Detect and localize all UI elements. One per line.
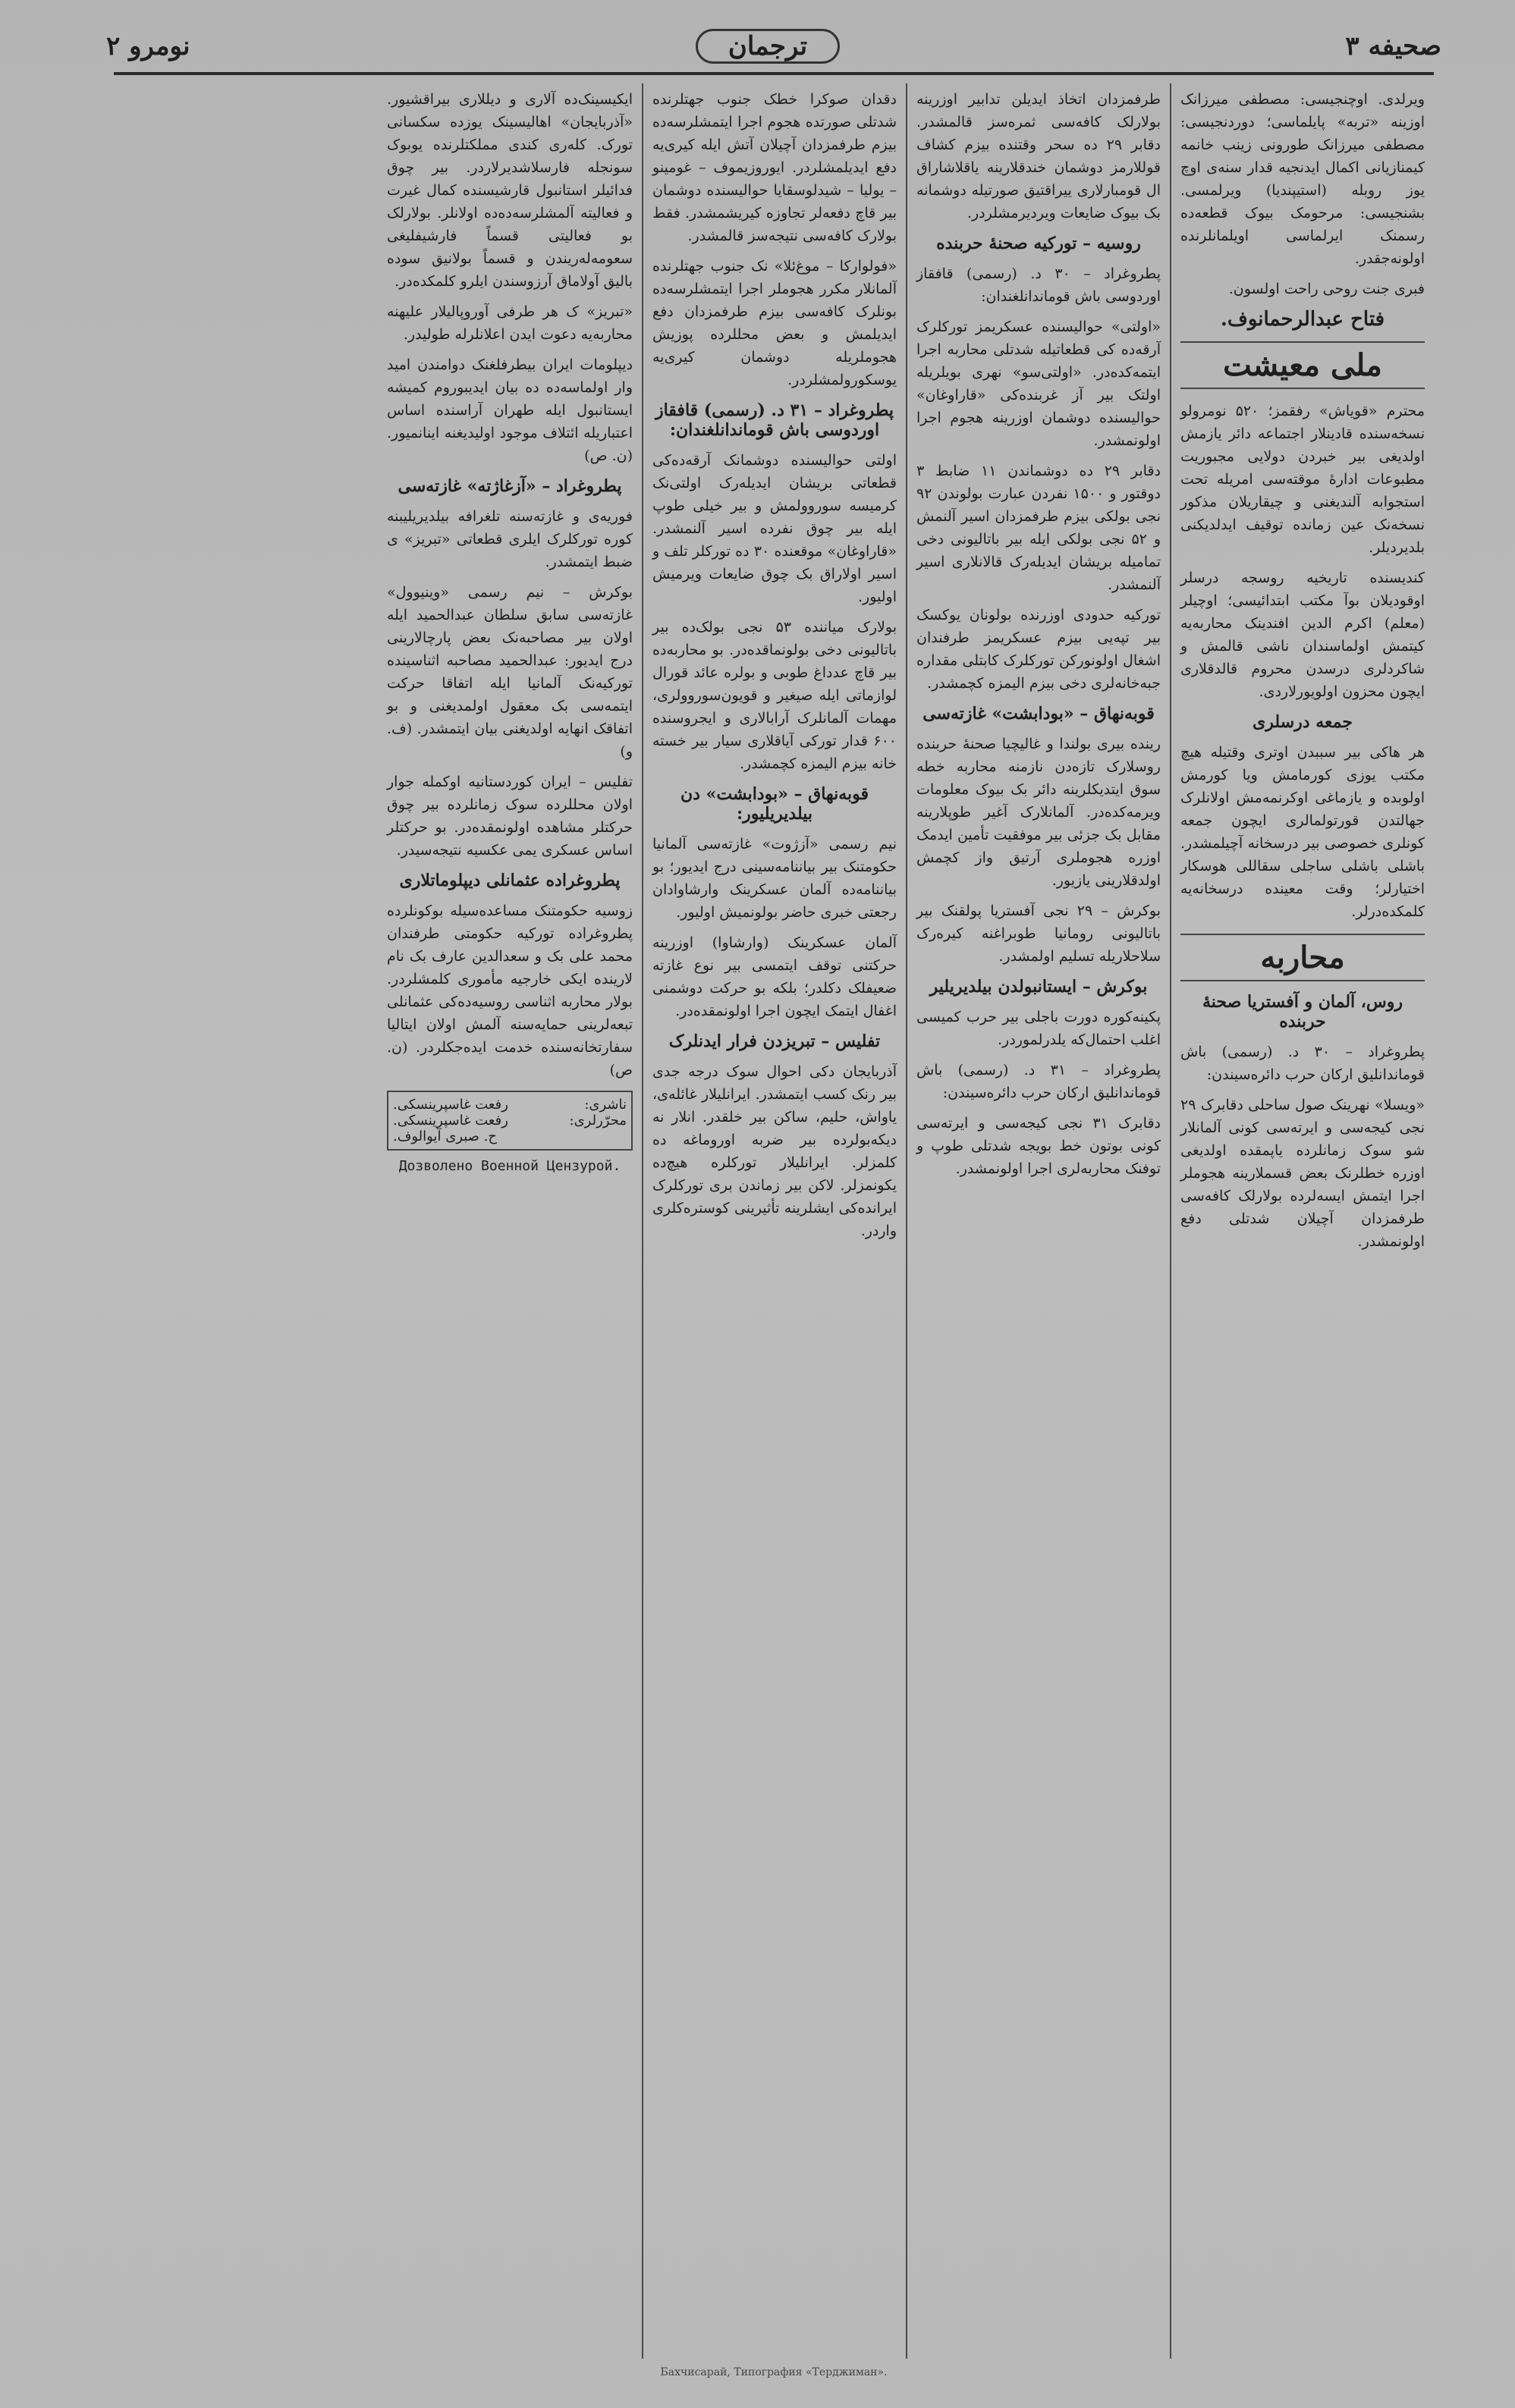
paragraph: دقدان صوکرا خطک جنوب جهتلرنده شدتلی صورتده هجوم اجرا ایتمشلرسه‌ده بیزم طرفمزدان آچیلان آتش ایله کیری‌یه دفع ایدیلمشلردر. ایوروزیموف – غومینو – یولیا – شیدلوسقایا حوالیسنده دوشمان بیر قاچ دفعه‌لر تجاوزه کیریشمشدر. فقط بولارک کافه‌سی نتیجه‌سز قالمشدر. xyxy=(652,91,897,244)
paragraph: تورکیه حدودی اوزرنده بولونان یوکسک بیر تپه‌یی بیزم عسکریمز طرفندان اشغال اولونورکن تورکلرک کابتلی مقداره جبه‌خانه‌لری دخی بیزم الیمزه کچمشدر. xyxy=(916,607,1161,692)
columns xyxy=(114,83,1434,2359)
paragraph: فبری جنت روحی راحت اولسون. xyxy=(1228,281,1425,297)
paragraph: آذربایجان دکی احوال سوک درجه جدی بیر رنک کسب ایتمشدر. ایرانلیلار غائله‌ی، یاواش، حلیم، ساکن بیر خلقدر. انلار نه دیکه‌بولرده بیر ضربه اوروماغه ده کلمزلر. ایرانلیلار تورکلره هیچ‌ده یکونمزلر. لاکن بیر زماندن بری تورکلرک ایرانده‌کی ایشلرینه تأثیرینی کوستره‌کلری واردر. xyxy=(652,1063,897,1239)
editor-name: ح. صبری آیوالوف. xyxy=(393,1129,497,1144)
paragraph: دقابرک ۳۱ نجی کیجه‌سی و ایرته‌سی کونی بوتون خط بویجه شدتلی طوپ و توفنک محاربه‌لری اجرا اولونمشدر. xyxy=(916,1115,1161,1177)
sub-title: تفلیس – تبریزدن فرار ایدنلرک xyxy=(668,1031,881,1051)
paragraph: «ویسلا» نهرینک صول ساحلی دقابرک ۲۹ نجی کیجه‌سی و ایرته‌سی کونی آلمانلار شو سوک زمانلرده یاپمقده اولدیغی اوزره خطلرنک بعض قسملارینه هجوملر اجرا ایتمش ایسه‌لرده بولارلک کافه‌سی طرفمزدان آچیلان شدتلی دفع اولونمشدر. xyxy=(1180,1097,1425,1250)
paragraph: بوکرش – ۲۹ نجی آفستریا پولقنک بیر باتالیونی رومانیا طوبراغنه کیره‌رک سلاحلاریله تسلیم اولمشدر. xyxy=(916,903,1161,965)
paragraph: «اولتی» حوالیسنده عسکریمز تورکلرک آرقه‌ده کی قطعاتیله شدتلی محاربه اجرا ایتمه‌کده‌در. «اولتی‌سو» نهری بویلریله اولتک بیر آز غربنده‌کی «قاراوغان» حوالیسنده دوشمان اوزرینه هجوم اجرا اولونمشدر. xyxy=(916,319,1161,449)
sub-title: بوکرش – ایستانبولدن بیلدیریلیر xyxy=(929,977,1148,997)
column-4 xyxy=(378,83,642,2359)
publisher-label: ناشری: xyxy=(584,1097,627,1113)
paragraph: پکینه‌کوره دورت باجلی بیر حرب کمیسی اغلب احتمال‌که یلدرلموردر. xyxy=(916,1009,1161,1048)
publisher-row xyxy=(393,1097,627,1113)
paragraph: دقابر ۲۹ ده دوشماندن ۱۱ ضابط ۳ دوقتور و ۱۵۰۰ نفردن عبارت بولوندن ۹۲ نجی بولکی بیزم طرفمزدان اسیر آلنمش و ۵۲ نجی بولکی ایله بیر باتالیونی دخی تمامیله بریشان ایدیله‌رک قالانلاری اسیر آلنمشدر. xyxy=(916,463,1161,593)
paragraph: «تبریز» ک هر طرفی آوروپالیلار علیهنه محاربه‌یه دعوت ایدن اعلانلرله طولیدر. xyxy=(387,303,633,343)
paragraph: دیپلومات ایران بیطرفلغنک دوامندن امید وار اولماسه‌ده ده بیان ایدیبوروم کمیشه ایستانبول ایله طهران آراسنده اساس اعتباریله ائتلاف موجود اولیدیغنه اینانمیور. (ن. ص) xyxy=(387,356,633,464)
printer-note: Бахчисарай, Типография «Терджиман». xyxy=(660,2366,888,2378)
newspaper-title: ترجمان xyxy=(696,29,840,64)
header-rule xyxy=(114,72,1434,75)
paragraph: پطروغراد – ۳۰ د. (رسمی) باش قوماندانلیق ارکان حرب دائره‌سیندن: xyxy=(1180,1044,1425,1083)
paragraph: نیم رسمی «آزژوت» غازته‌سی آلمانیا حکومتنک بیر بیاننامه‌سینی درج ایدیور؛ بو بیاننامه‌ده آلمان عسکرینک وارشاوادان رجعتی خبری حاضر بولونمیش اولیور. xyxy=(652,836,897,921)
paragraph: زوسیه حکومتنک مساعده‌سیله بوکونلرده پطروغراده تورکیه حکومتی طرفندان محمد علی بک و سعدالدین عارف بک نام لارینده ایکی خارجیه مأموری کلمشلردر. بولار محاربه اثناسی روسیه‌ده‌کی عثمانلی تبعه‌لرینی حمایه‌سنه آلمش اولان ایتالیا سفارتخانه‌سنده خدمت ایده‌جکلردر. (ن. ص) xyxy=(387,903,633,1078)
column-1 xyxy=(1170,83,1434,2359)
sub-title: پطروغراد – ۳۱ د. (رسمی) قافقاز اوردوسی باش قوماندانلغندان: xyxy=(655,400,894,440)
paragraph: پطروغراد – ۳۰ د. (رسمی) قافقاز اوردوسی باش قوماندانلغندان: xyxy=(916,265,1161,305)
section-title: محاربه xyxy=(1180,934,1425,981)
page-label: صحیفه ۳ xyxy=(1345,31,1441,61)
sub-title: جمعه درسلری xyxy=(1253,712,1353,732)
paragraph: پطروغراد – ۳۱ د. (رسمی) باش قوماندانلیق ارکان حرب دائره‌سیندن: xyxy=(916,1062,1161,1101)
paragraph: محترم «قویاش» رفقمز؛ ۵۲۰ نومرولو نسخه‌سنده قادینلار اجتماعه دائر یازمش اولدیغی بیر خبردن دولایی مجبوریت مطبوعات ادارهٔ موقته‌سی امریله تحت استجوابه آلندیغنی و چیقاریلان مذکور نسخه‌نک عین زمانده توقیف ایدلدیکنی بلدیردیلر. xyxy=(1180,403,1425,556)
paragraph: کندیسنده تاریخیه روسجه درسلر اوقودیلان بوآ مکتب ابتدائیسی؛ اوچیلر (معلم) اکرم الدین افندینک محاربه‌یه کیتمش اولماسندان ناشی قالمش و شاکردلری درسدن محروم قالدقلاری ایچون محزون اولویورلاردی. xyxy=(1180,570,1425,700)
paragraph: ایکیسینک‌ده آلاری و دیللاری بیراقشیور. «آذربایجان» اهالیسینک یوزده سکسانی تورک. کله‌ری کندی مملکتلرنده یوبوک سونجله فارسلاشدیرلاردر. بیر چوق فدائیلر استانبول قارشیسنده کمال غیرت و فعالیته آلمشلرسه‌ده‌ده اولانلر. بولارلک بو فعالیتی قسماً فارشیفلیغی سعومه‌له‌ریندن و قسماً بولانیق سوده بالیق آولاماق آرزوسندن ایلرو کلمکده‌در. xyxy=(387,91,633,290)
paragraph: «فولوارکا – موغ‌ئلا» نک جنوب جهتلرنده آلمانلار مکرر هجوملر اجرا ایتمشلرسه‌ده بونلرک کافه‌سی بیزم طرفمزدان دفع ایدیلمش و بعض محللرده پوزیش هجوملریله دوشمان کیری‌یه یوسکورولمشلردر. xyxy=(652,258,897,388)
paragraph: تفلیس – ایران کوردستانیه اوکمله جوار اولان محللرده سوک زمانلرده بیر چوق حرکتلر مشاهده اولونمقده‌در. بو حرکتلر اساس عسکری یمی عکسیه نتیجه‌سیدر. xyxy=(387,774,633,859)
issue-number: نومرو ۲ xyxy=(106,31,190,61)
editor-name: رفعت غاسپرینسکی. xyxy=(393,1113,508,1129)
paragraph: اولتی حوالیسنده دوشمانک آرقه‌ده‌کی قطعاتی بریشان ایدیله‌رک اولتی‌نک کرمیسه سوروولمش و بیر خیلی طوپ ایله بیر چوق نفرده اسیر آلنمشدر. «قاراوغان» موقعنده ۳۰ ده تورکلر تلف و اسیر اولاراق بک چوق ضایعات ویرمیش اولیور. xyxy=(652,452,897,605)
paragraph: ویرلدی. اوچنجیسی: مصطفی میرزانک اوزینه «تربه» پایلماسی؛ دوردنجیسی: مصطفی میرزانک طورونی زینب خانمه کیمنازیانی اکمال ایدنجیه قدار سنه‌ی اوچ یوز روبله (استیپندیا) ویرلمسی. بشنجیسی: مرحومک بیوک قطعه‌ده رسمنک ایرلماسی اویلمانلرنده اولونه‌جقدر. xyxy=(1180,91,1425,267)
signature: فتاح عبدالرحمانوف. xyxy=(1220,308,1385,331)
editors-label: محرّرلری: xyxy=(569,1113,627,1129)
paragraph: هر هاکی بیر سببدن اوتری وقتیله هیچ مکتب یوزی کورمامش ویا کورمش اولوبده و یازماغی اوکرنمه‌مش اولانلرک جهالتدن قورتولمالری ایچون جمعه کونلری خصوصی بیر درسخانه آچیلمشدر. باشلی باشلی ساجلی سقاللی هوسکار اختیارلر؛ وقت معینده درسخانه‌یه کلمکده‌درلر. xyxy=(1180,744,1425,920)
publisher-name: رفعت غاسپرینسکی. xyxy=(393,1097,508,1113)
editors-row xyxy=(393,1113,627,1129)
sub-title: پطروغراد – «آزغاژته» غازته‌سی xyxy=(398,476,622,496)
sub-title: پطروغراده عثمانلی دیپلوماتلاری xyxy=(399,871,621,890)
section-title: ملی معیشت xyxy=(1180,341,1425,389)
paragraph: بوکرش – نیم رسمی «وینیوول» غازته‌سی سابق سلطان عبدالحمید ایله اولان بیر مصاحبه‌نک بعض پارچالارینی درج ایدیور: عبدالحمید مصاحبه اثناسینده تورکیه‌نک آلمانیا ایله اتفاقا حرکت ایتمه‌سی بک معقول اولمدیغنی و بو اتفاقک انهایه اولدیغنی بیان ایتمشدر. (ف. و) xyxy=(387,584,633,760)
editors-row-2 xyxy=(393,1129,627,1144)
paragraph: بولارک میاننده ۵۳ نجی بولک‌ده بیر باتالیونی دخی بولونماقده‌در. بو محاربه‌ده بیر قاچ عدداغ طوبی و بولره عائد قورال لوازماتی ایله صیغیر و قویون‌سوروولری، مهمات آلمانلرک آرابالاری و ایجروسنده ۶۰۰ قدار تورکی آیاقلاری سیار بیر خسته خانه بیزم الیمزه کچمشدر. xyxy=(652,619,897,772)
column-2 xyxy=(906,83,1170,2359)
sub-title: روسیه – تورکیه صحنهٔ حربنده xyxy=(936,234,1141,253)
paragraph: فوریه‌ی و غازته‌سنه تلغرافه بیلدیریلیبنه کوره تورکلرک ایلری قطعاتی «تبریز» ی ضبط ایتمشدر. xyxy=(387,508,633,570)
paragraph: طرفمزدان اتخاذ ایدیلن تدابیر اوزرینه بولارلک کافه‌سی ثمره‌سز قالمشدر. دقابر ۲۹ ده سحر وقتنده بیزم کشاف قوللارمز دوشمان خندقلارینه یاقلاشاراق ال قومبارلاری ییراقتیق صورتیله دوشمانه بک بیوک ضایعات ویردیرمشلردر. xyxy=(916,91,1161,221)
paragraph: رینده بیری بولندا و غالیچیا صحنهٔ حربنده روسلارک تازه‌دن نازمنه محاربه خطه سوق ایتدیکلرینه دائر بک بیوک معلومات ویرمه‌کده‌در. آلمانلارک آغیر طوپلارینه مقابل بک جزئی بیر موفقیت تأمین ایدمک اوزره هجوملری آرتیق واز کچمش اولدقلارینی یازیور. xyxy=(916,736,1161,889)
publisher-box xyxy=(387,1091,633,1151)
censor-note: Дозволено Военной Цензурой. xyxy=(398,1158,621,1174)
column-3 xyxy=(642,83,906,2359)
paragraph: آلمان عسکرینک (وارشاوا) اوزرینه حرکتنی توقف ایتمسی بیر نوع غازته ضعیفلک دکلدر؛ بلکه بو حرکت دوشمنی اغفال ایتمک ایچون اجرا اولونمقده‌در. xyxy=(652,934,897,1019)
sub-title: قوبه‌نهاق – «بودابشت» غازته‌سی xyxy=(923,704,1155,724)
sub-title: قوبه‌نهاق – «بودابشت» دن بیلدیریلیور: xyxy=(680,784,869,824)
sub-title: روس، آلمان و آفستریا صحنهٔ حربنده xyxy=(1202,992,1403,1031)
page-header xyxy=(106,23,1441,70)
